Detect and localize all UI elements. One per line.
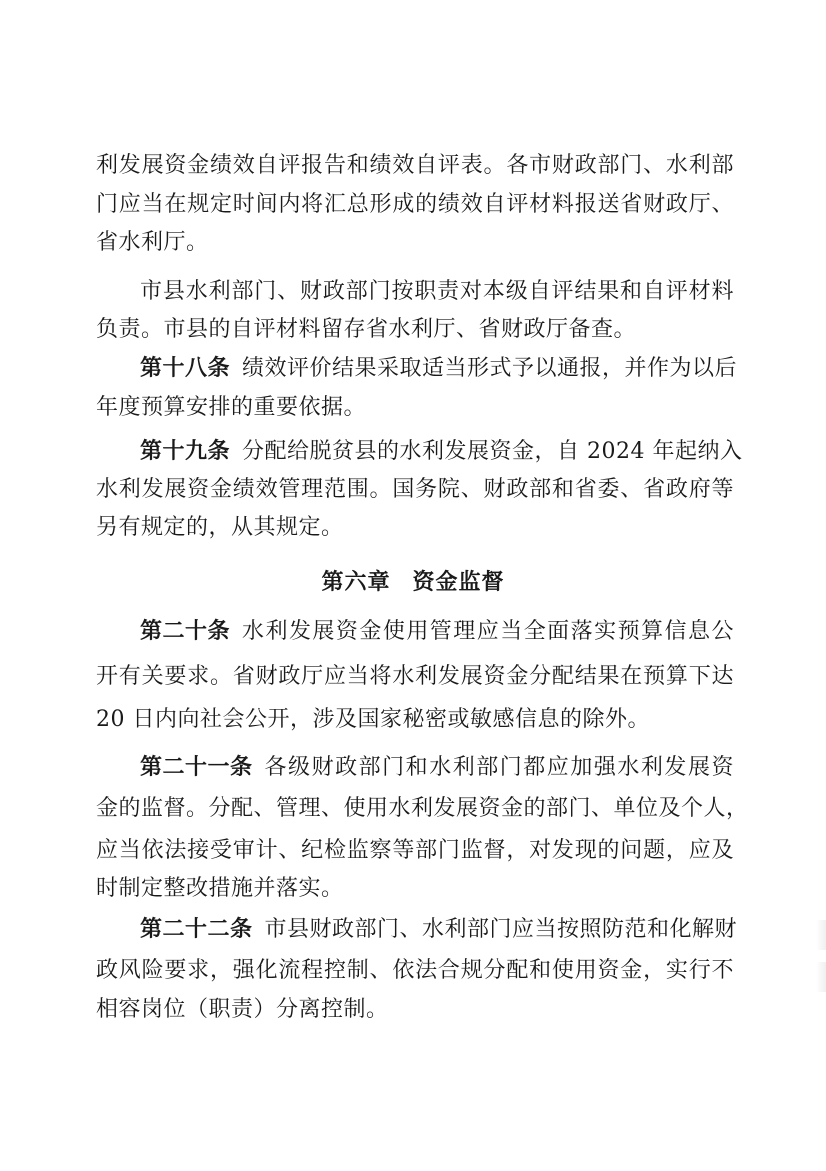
article-19-line bbox=[140, 437, 743, 467]
paragraph-line: 门应当在规定时间内将汇总形成的绩效自评材料报送省财政厅、 bbox=[96, 192, 734, 217]
paragraph-line: 政风险要求，强化流程控制、依法合规分配和使用资金，实行不 bbox=[96, 958, 734, 983]
article-text: 水利发展资金使用管理应当全面落实预算信息公 bbox=[242, 619, 734, 644]
paragraph-line: 省水利厅。 bbox=[96, 230, 209, 255]
paragraph-line: 金的监督。分配、管理、使用水利发展资金的部门、单位及个人， bbox=[96, 796, 749, 821]
chapter-heading bbox=[0, 568, 826, 598]
article-number: 第二十二条 bbox=[140, 917, 253, 942]
paragraph-line: 时制定整改措施并落实。 bbox=[96, 876, 344, 901]
article-22-line bbox=[140, 915, 738, 945]
paragraph-line: 另有规定的，从其规定。 bbox=[96, 515, 344, 540]
article-text: 分配给脱贫县的水利发展资金，自 2024 年起纳入 bbox=[242, 439, 743, 464]
paragraph-line: 相容岗位（职责）分离控制。 bbox=[96, 997, 389, 1022]
paragraph-line: 负责。市县的自评材料留存省水利厅、省财政厅备查。 bbox=[96, 317, 637, 342]
article-text: 绩效评价结果采取适当形式予以通报，并作为以后 bbox=[242, 356, 738, 381]
article-number: 第十八条 bbox=[140, 356, 231, 381]
article-18-line bbox=[140, 354, 738, 384]
chapter-title: 资金监督 bbox=[412, 570, 505, 595]
paragraph-line: 水利发展资金绩效管理范围。国务院、财政部和省委、省政府等 bbox=[96, 477, 734, 502]
article-number: 第二十一条 bbox=[140, 755, 253, 780]
scan-edge-mark bbox=[816, 962, 826, 992]
article-20-line bbox=[140, 617, 734, 647]
paragraph-line: 利发展资金绩效自评报告和绩效自评表。各市财政部门、水利部 bbox=[96, 153, 734, 178]
article-text: 各级财政部门和水利部门都应加强水利发展资 bbox=[264, 755, 734, 780]
scan-edge-mark bbox=[816, 920, 826, 950]
article-text: 市县财政部门、水利部门应当按照防范和化解财 bbox=[264, 917, 738, 942]
article-number: 第十九条 bbox=[140, 439, 231, 464]
paragraph-line: 市县水利部门、财政部门按职责对本级自评结果和自评材料 bbox=[140, 279, 734, 304]
chapter-number: 第六章 bbox=[321, 570, 391, 595]
paragraph-line: 开有关要求。省财政厅应当将水利发展资金分配结果在预算下达 bbox=[96, 664, 734, 689]
paragraph-line: 20 日内向社会公开，涉及国家秘密或敏感信息的除外。 bbox=[96, 707, 650, 732]
paragraph-line: 年度预算安排的重要依据。 bbox=[96, 395, 367, 420]
article-number: 第二十条 bbox=[140, 619, 231, 644]
article-21-line bbox=[140, 753, 734, 783]
paragraph-line: 应当依法接受审计、纪检监察等部门监督，对发现的问题，应及 bbox=[96, 838, 734, 863]
